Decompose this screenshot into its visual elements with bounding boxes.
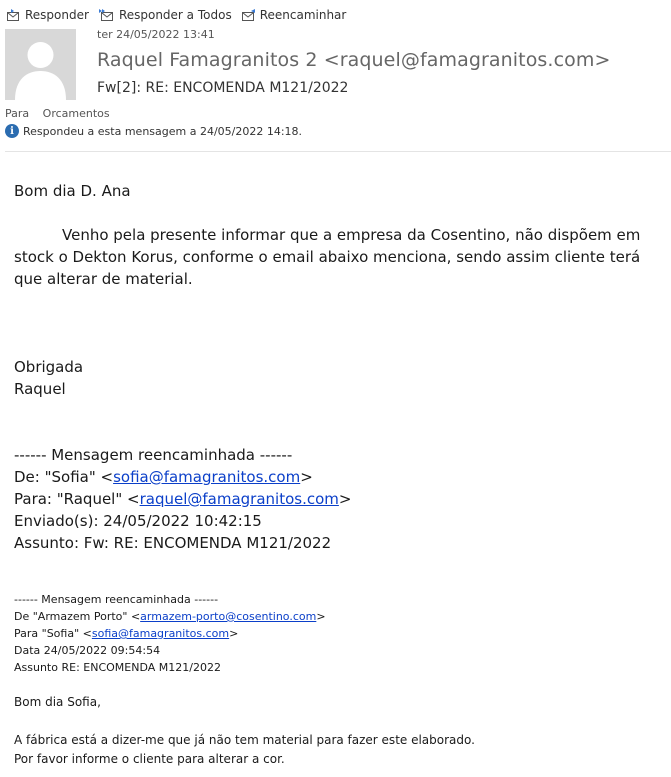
reply-info-text: Respondeu a esta mensagem a 24/05/2022 14:18. bbox=[23, 124, 303, 138]
forward2-line1: A fábrica está a dizer-me que já não tem material para fazer este elaborado. bbox=[14, 733, 475, 747]
forward2-separator: ------ Mensagem reencaminhada ------ bbox=[14, 593, 219, 606]
reply-label: Responder bbox=[25, 8, 89, 22]
forward2-from-email[interactable]: armazem-porto@cosentino.com bbox=[140, 610, 317, 623]
reply-icon bbox=[6, 8, 22, 22]
message-body bbox=[14, 180, 666, 554]
message-toolbar bbox=[6, 6, 355, 24]
forward-icon bbox=[241, 8, 257, 22]
sender-name[interactable]: Raquel Famagranitos 2 <raquel@famagranitos.com> bbox=[97, 49, 611, 71]
closing: Obrigada bbox=[14, 358, 84, 376]
header-divider bbox=[5, 151, 671, 152]
recipients-row bbox=[5, 107, 110, 120]
forward-from: De: "Sofia" <sofia@famagranitos.com> bbox=[14, 468, 313, 486]
forward2-to-email[interactable]: sofia@famagranitos.com bbox=[91, 627, 230, 640]
forward-to: Para: "Raquel" <raquel@famagranitos.com> bbox=[14, 490, 352, 508]
forward2-subject: Assunto RE: ENCOMENDA M121/2022 bbox=[14, 661, 221, 674]
reply-all-label: Responder a Todos bbox=[118, 8, 232, 22]
forward2-to: Para "Sofia" <sofia@famagranitos.com> bbox=[14, 627, 239, 640]
greeting: Bom dia D. Ana bbox=[14, 182, 131, 200]
reply-all-button[interactable] bbox=[98, 6, 232, 24]
to-label: Para bbox=[5, 107, 30, 120]
forward-sent: Enviado(s): 24/05/2022 10:42:15 bbox=[14, 512, 262, 530]
sent-date: ter 24/05/2022 13:41 bbox=[97, 28, 215, 41]
reply-info-bar bbox=[5, 124, 302, 138]
reply-button[interactable] bbox=[6, 6, 89, 24]
reply-all-icon bbox=[98, 8, 116, 22]
forward-separator: ------ Mensagem reencaminhada ------ bbox=[14, 446, 293, 464]
forward2-header bbox=[14, 591, 666, 676]
forward2-date: Data 24/05/2022 09:54:54 bbox=[14, 644, 161, 657]
forward-subject: Assunto: Fw: RE: ENCOMENDA M121/2022 bbox=[14, 534, 332, 552]
forward-to-email[interactable]: raquel@famagranitos.com bbox=[139, 490, 339, 508]
to-recipient[interactable]: Orcamentos bbox=[42, 107, 110, 120]
forward2-body bbox=[14, 693, 666, 769]
forward-button[interactable] bbox=[241, 6, 347, 24]
forward2-from: De "Armazem Porto" <armazem-porto@cosentino.com> bbox=[14, 610, 326, 623]
forward2-line2: Por favor informe o cliente para alterar a cor. bbox=[14, 752, 285, 766]
forward-label: Reencaminhar bbox=[259, 8, 347, 22]
info-icon: i bbox=[5, 124, 19, 138]
body-paragraph: Venho pela presente informar que a empresa da Cosentino, não dispõem em stock o Dekton Korus, conforme o email abaixo menciona, sendo assim cliente terá que alterar de material. bbox=[14, 226, 641, 288]
sender-avatar bbox=[5, 29, 76, 100]
forward-from-email[interactable]: sofia@famagranitos.com bbox=[113, 468, 301, 486]
forward2-greeting: Bom dia Sofia, bbox=[14, 695, 101, 709]
person-icon bbox=[5, 29, 76, 100]
message-subject: Fw[2]: RE: ENCOMENDA M121/2022 bbox=[97, 80, 349, 96]
signature: Raquel bbox=[14, 380, 66, 398]
